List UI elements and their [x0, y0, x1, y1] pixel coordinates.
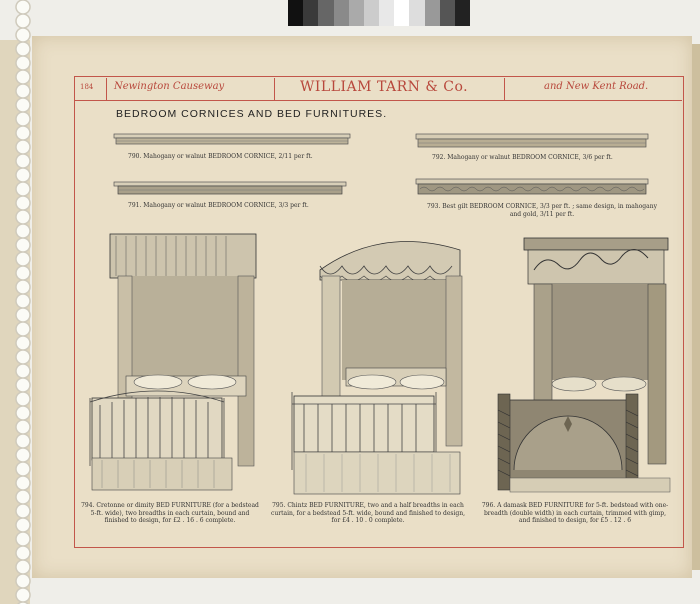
- cornice-792-caption: 792. Mahogany or walnut BEDROOM CORNICE, 3/6 per ft.: [432, 154, 613, 161]
- cornice-791-caption: 791. Mahogany or walnut BEDROOM CORNICE, 3/3 per ft.: [128, 202, 309, 209]
- header-divider: [274, 78, 275, 100]
- bed-795-illustration: [282, 230, 472, 500]
- cornice-792-image: [414, 132, 650, 150]
- bed-796-caption: 796. A damask BED FURNITURE for 5-ft. bedstead with one-breadth (double width) in each curtain, trimmed with gimp, and finished to design, for £5 . 12 . 6: [481, 502, 669, 524]
- cornice-790-image: [112, 132, 352, 148]
- cornice-793-image: [414, 177, 650, 199]
- bed-794-caption: 794. Cretonne or dimity BED FURNITURE (for a bedstead 5-ft. wide), two breadths in each curtain, bound and finished to design, for £2 . 16 . 6 complete.: [81, 502, 259, 524]
- bed-795-caption: 795. Chintz BED FURNITURE, two and a half breadths in each curtain, for a bedstead 5-ft. wide, bound and finished to design, for £4 . 10 . 0 complete.: [270, 502, 465, 524]
- cornice-790-caption: 790. Mahogany or walnut BEDROOM CORNICE, 2/11 per ft.: [128, 153, 313, 160]
- page-number: 184: [80, 83, 94, 91]
- header-divider: [504, 78, 505, 100]
- header-company-name: WILLIAM TARN & Co.: [300, 79, 469, 95]
- cornice-793-caption: 793. Best gilt BEDROOM CORNICE, 3/3 per ft. ; same design, in mahogany and gold, 3/11 per ft.: [427, 203, 657, 218]
- header-divider: [106, 78, 107, 100]
- header-left-address: Newington Causeway: [114, 81, 225, 92]
- header-right-address: and New Kent Road.: [544, 81, 649, 92]
- bead-string: [14, 0, 32, 604]
- bed-794-illustration: [82, 230, 262, 500]
- cornice-791-image: [112, 180, 348, 198]
- page-header: [74, 78, 682, 101]
- section-title: BEDROOM CORNICES AND BED FURNITURES.: [116, 108, 388, 120]
- bed-796-illustration: [494, 230, 674, 500]
- color-calibration-bar: [288, 0, 470, 26]
